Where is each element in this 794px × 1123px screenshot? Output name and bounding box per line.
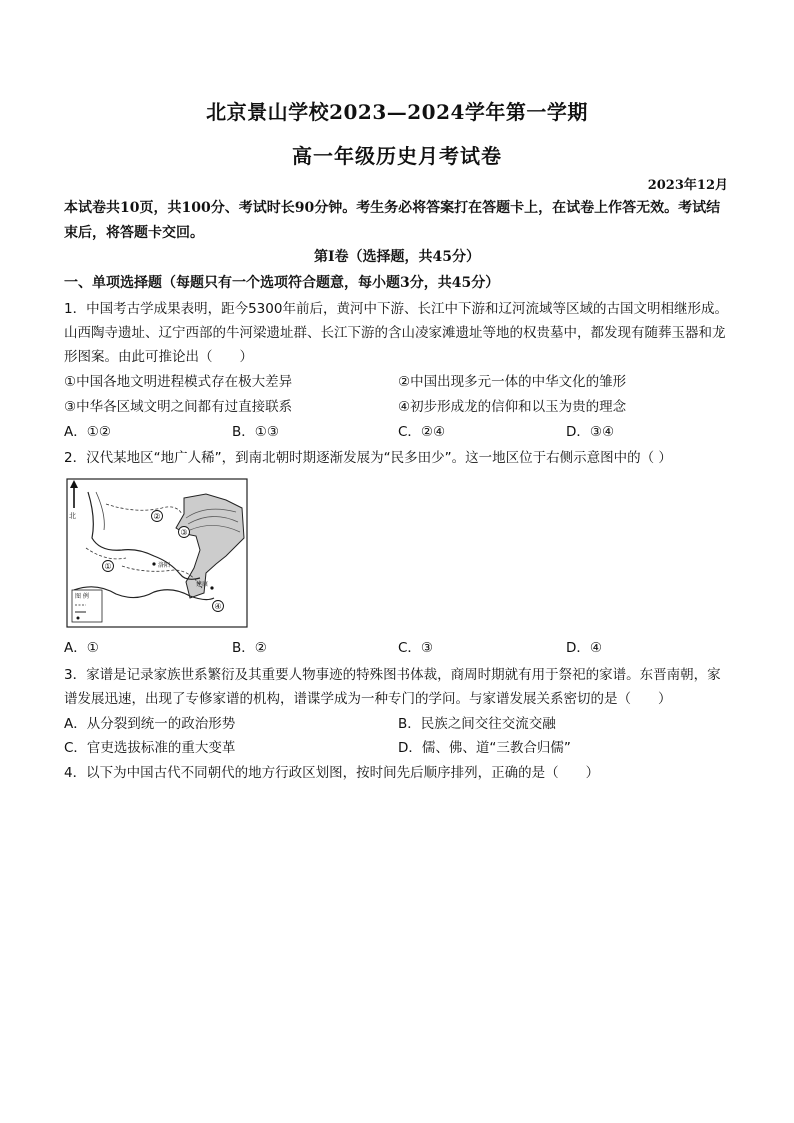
q3-option-c: C．官吏选拔标准的重大变革	[64, 740, 236, 756]
exam-date: 2023年12月	[647, 178, 728, 193]
question-2-stem: 2．汉代某地区“地广人稀”，到南北朝时期逐渐发展为“民多田少”。这一地区位于右侧示意图中的（ ）	[64, 450, 672, 466]
map-marker-1: ①	[104, 562, 112, 571]
q1-option-a: A．①②	[64, 424, 111, 440]
map-city-luoyang: 洛阳	[158, 562, 171, 569]
q1-statement-1: ①中国各地文明进程模式存在极大差异	[64, 374, 293, 390]
question-4-stem: 4．以下为中国古代不同朝代的地方行政区划图，按时间先后顺序排列，正确的是（ ）	[64, 765, 600, 781]
q3-option-a: A．从分裂到统一的政治形势	[64, 716, 236, 732]
q1-option-d: D．③④	[566, 424, 615, 440]
question-1-stem: 1．中国考古学成果表明，距今5300年前后，黄河中下游、长江中下游和辽河流域等区域的古国文明相继形成。山西陶寺遗址、辽宁西部的牛河梁遗址群、长江下游的含山凌家滩遗址等地的权贵墓中，都发现有随葬玉器和龙形图案。由此可推论出（ ）	[64, 301, 728, 365]
q1-statement-2: ②中国出现多元一体的中华文化的雏形	[398, 374, 627, 390]
exam-title: 北京景山学校2023—2024学年第一学期	[206, 100, 588, 124]
q1-statement-3: ③中华各区域文明之间都有过直接联系	[64, 399, 293, 415]
map-marker-4: ④	[214, 602, 222, 611]
map-legend-label: 图 例	[75, 593, 89, 600]
exam-instructions: 本试卷共10页，共100分、考试时长90分钟。考生务必将答案打在答题卡上，在试卷上作答无效。考试结束后，将答题卡交回。	[64, 200, 721, 241]
q1-option-c: C．②④	[398, 424, 446, 440]
q3-option-b: B．民族之间交往交流交融	[398, 716, 556, 732]
map-north-label: 北	[69, 512, 76, 520]
q2-option-c: C．③	[398, 640, 434, 656]
q2-option-a: A．①	[64, 640, 99, 656]
q2-option-d: D．④	[566, 640, 602, 656]
section-title: 第Ⅰ卷（选择题，共45分）	[313, 249, 481, 265]
question-3-stem: 3．家谱是记录家族世系繁衍及其重要人物事迹的特殊图书体裁，商周时期就有用于祭祀的家谱。东晋南朝，家谱发展迅速，出现了专修家谱的机构，谱谍学成为一种专门的学问。与家谱发展关系密切的是（ ）	[64, 667, 721, 707]
historical-region-map	[66, 478, 248, 628]
map-marker-3: ③	[180, 528, 188, 537]
part-heading: 一、单项选择题（每题只有一个选项符合题意，每小题3分，共45分）	[64, 275, 500, 291]
q3-option-d: D．儒、佛、道“三教合归儒”	[398, 740, 571, 756]
q2-option-b: B．②	[232, 640, 267, 656]
q1-option-b: B．①③	[232, 424, 279, 440]
q1-statement-4: ④初步形成龙的信仰和以玉为贵的理念	[398, 399, 627, 415]
map-city-jiankang: 建康	[196, 581, 209, 588]
map-marker-2: ②	[153, 512, 161, 521]
exam-subtitle: 高一年级历史月考试卷	[292, 144, 502, 168]
